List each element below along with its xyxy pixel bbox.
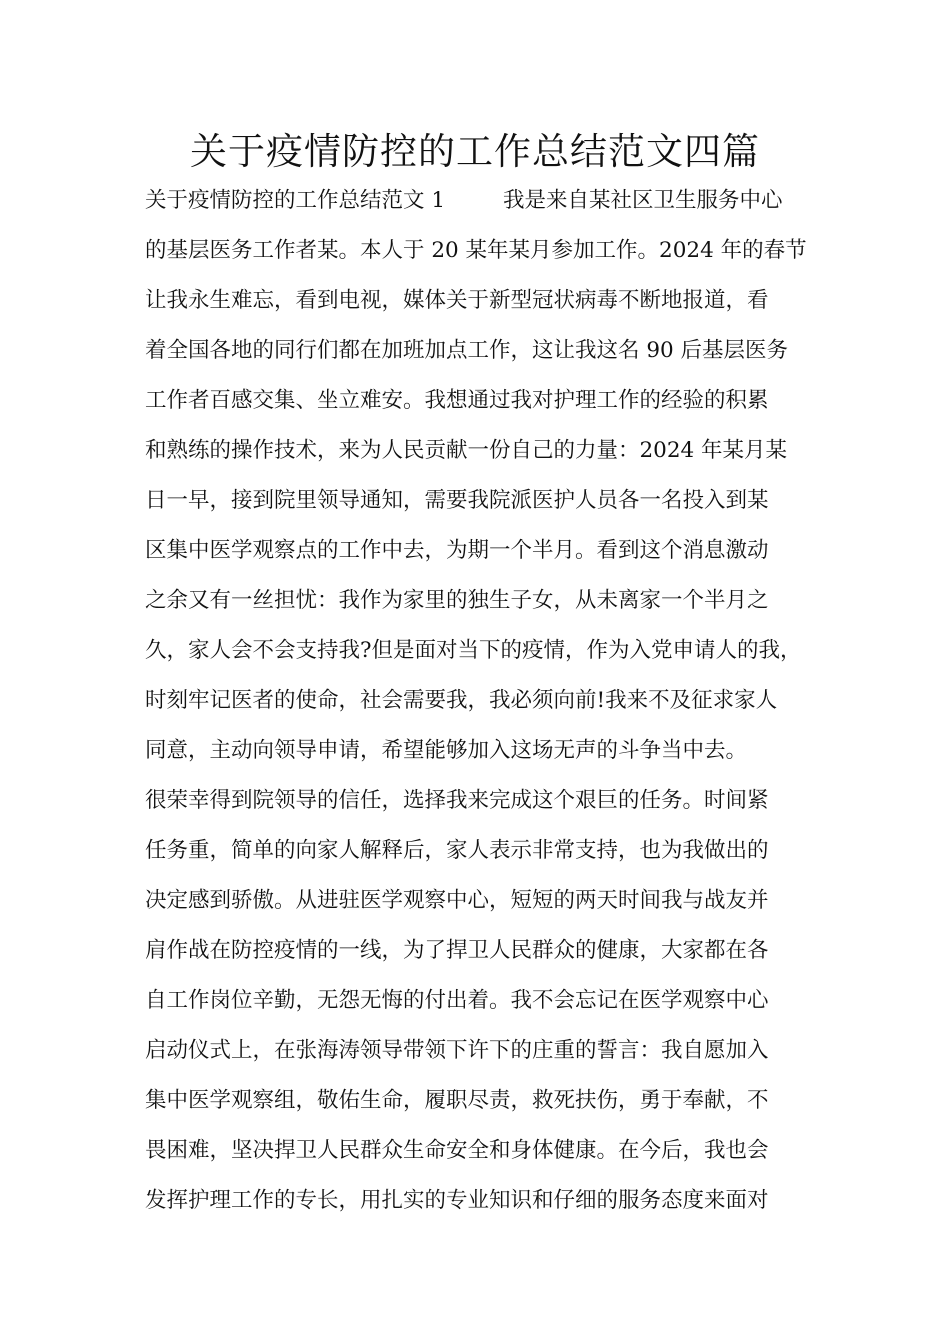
body-line: 日一早，接到院里领导通知，需要我院派医护人员各一名投入到某 (145, 488, 769, 513)
body-line: 和熟练的操作技术，来为人民贡献一份自己的力量：2024 年某月某 (145, 438, 788, 463)
first-line-text: 我是来自某社区卫生服务中心 (503, 188, 783, 213)
body-line: 发挥护理工作的专长，用扎实的专业知识和仔细的服务态度来面对 (145, 1188, 769, 1213)
body-line: 同意，主动向领导申请，希望能够加入这场无声的斗争当中去。 (145, 738, 748, 763)
body-line: 决定感到骄傲。从进驻医学观察中心，短短的两天时间我与战友并 (145, 888, 769, 913)
document-body (145, 176, 825, 1226)
body-line: 很荣幸得到院领导的信任，选择我来完成这个艰巨的任务。时间紧 (145, 788, 769, 813)
body-line: 工作者百感交集、坐立难安。我想通过我对护理工作的经验的积累 (145, 388, 769, 413)
body-line: 肩作战在防控疫情的一线，为了捍卫人民群众的健康，大家都在各 (145, 938, 769, 963)
body-line: 的基层医务工作者某。本人于 20 某年某月参加工作。2024 年的春节 (145, 238, 807, 263)
body-line: 集中医学观察组，敬佑生命，履职尽责，救死扶伤，勇于奉献，不 (145, 1088, 769, 1113)
body-line: 启动仪式上，在张海涛领导带领下许下的庄重的誓言：我自愿加入 (145, 1038, 769, 1063)
body-line: 自工作岗位辛勤，无怨无悔的付出着。我不会忘记在医学观察中心 (145, 988, 769, 1013)
body-line (145, 176, 825, 226)
body-line: 时刻牢记医者的使命，社会需要我，我必须向前!我来不及征求家人 (145, 688, 778, 713)
section-heading: 关于疫情防控的工作总结范文 1 (145, 188, 446, 213)
body-line: 畏困难，坚决捍卫人民群众生命安全和身体健康。在今后，我也会 (145, 1138, 769, 1163)
body-line: 让我永生难忘，看到电视，媒体关于新型冠状病毒不断地报道，看 (145, 288, 769, 313)
body-line: 区集中医学观察点的工作中去，为期一个半月。看到这个消息激动 (145, 538, 769, 563)
body-line: 着全国各地的同行们都在加班加点工作，这让我这名 90 后基层医务 (145, 338, 789, 363)
document-title: 关于疫情防控的工作总结范文四篇 (190, 130, 760, 173)
body-line: 任务重，简单的向家人解释后，家人表示非常支持，也为我做出的 (145, 838, 769, 863)
body-line: 久，家人会不会支持我?但是面对当下的疫情，作为入党申请人的我， (145, 638, 802, 663)
body-line: 之余又有一丝担忧：我作为家里的独生子女，从未离家一个半月之 (145, 588, 769, 613)
